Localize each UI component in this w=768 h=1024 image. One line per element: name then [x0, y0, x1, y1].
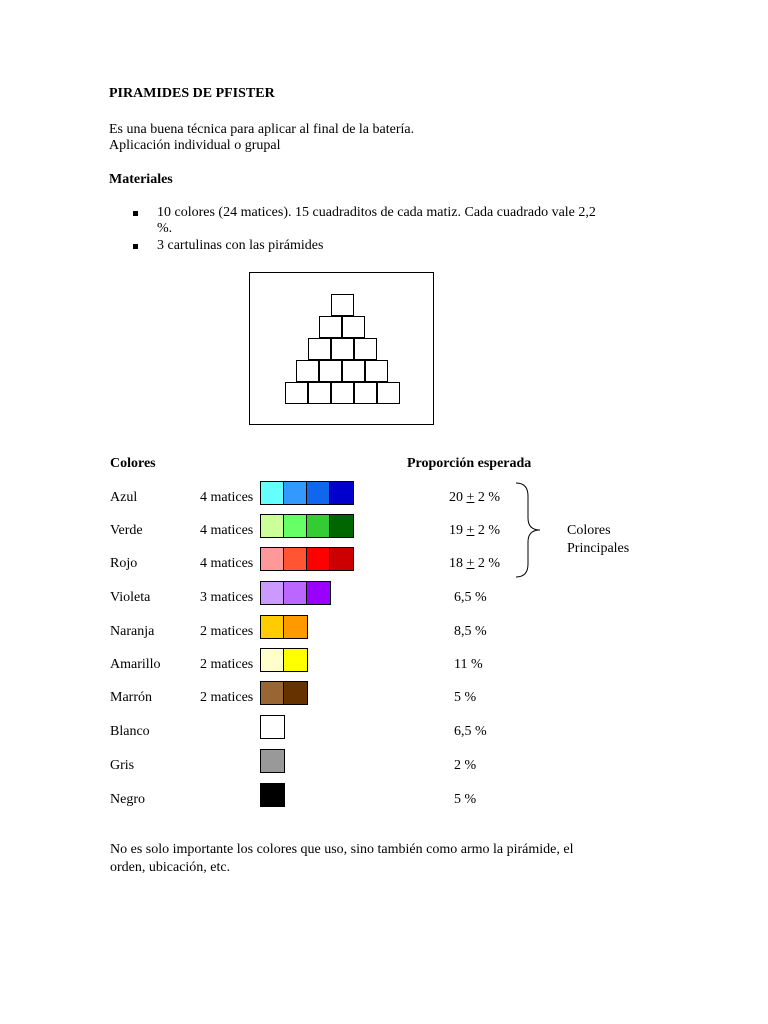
color-swatch: [284, 616, 307, 638]
color-swatch: [307, 548, 330, 570]
pyramid-cell: [342, 316, 365, 338]
pyramid-cell: [342, 360, 365, 382]
materials-heading: Materiales: [109, 172, 173, 187]
colors-header: Colores: [110, 456, 156, 471]
brace-label-line-1: Colores: [567, 523, 611, 538]
pyramid-cell: [331, 382, 354, 404]
color-swatch: [284, 548, 307, 570]
color-swatch-group: [260, 481, 354, 505]
color-swatch-group: [260, 615, 308, 639]
bullet-icon: [133, 244, 138, 249]
matices-count: 2 matices: [200, 657, 254, 672]
expected-proportion: 8,5 %: [454, 624, 487, 639]
matices-count: 3 matices: [200, 590, 254, 605]
color-name: Negro: [110, 792, 145, 807]
color-swatch: [284, 482, 307, 504]
color-name: Violeta: [110, 590, 151, 605]
brace-label-line-2: Principales: [567, 541, 630, 556]
expected-proportion: 18 + 2 %: [449, 556, 501, 571]
matices-count: 4 matices: [200, 490, 254, 505]
color-swatch: [261, 616, 284, 638]
color-swatch: [261, 548, 284, 570]
pyramid-cell: [331, 294, 354, 316]
color-name: Verde: [110, 523, 143, 538]
pyramid-cell: [308, 338, 331, 360]
color-swatch: [330, 482, 353, 504]
expected-proportion: 20 + 2 %: [449, 490, 501, 505]
color-swatch-group: [260, 715, 285, 739]
material-item-1-cont: %.: [157, 221, 173, 236]
matices-count: 2 matices: [200, 624, 254, 639]
expected-proportion: 5 %: [454, 690, 477, 705]
pyramid-cell: [354, 338, 377, 360]
color-swatch-group: [260, 681, 308, 705]
expected-proportion: 6,5 %: [454, 590, 487, 605]
footer-line-2: orden, ubicación, etc.: [110, 860, 231, 875]
color-swatch: [284, 682, 307, 704]
color-swatch: [261, 784, 284, 806]
color-swatch: [284, 582, 307, 604]
page-title: PIRAMIDES DE PFISTER: [109, 86, 275, 101]
pyramid-cell: [308, 382, 331, 404]
color-swatch: [261, 482, 284, 504]
color-swatch: [261, 682, 284, 704]
color-name: Azul: [110, 490, 138, 505]
pyramid-cell: [296, 360, 319, 382]
pyramid-cell: [331, 338, 354, 360]
bullet-icon: [133, 211, 138, 216]
material-item-1: 10 colores (24 matices). 15 cuadraditos de cada matiz. Cada cuadrado vale 2,2: [157, 205, 596, 220]
footer-line-1: No es solo importante los colores que uso, sino también como armo la pirámide, el: [110, 842, 574, 857]
pyramid-cell: [319, 316, 342, 338]
expected-proportion: 6,5 %: [454, 724, 487, 739]
color-swatch-group: [260, 547, 354, 571]
proportion-header: Proporción esperada: [407, 456, 532, 471]
intro-line-2: Aplicación individual o grupal: [109, 138, 281, 153]
color-name: Marrón: [110, 690, 152, 705]
matices-count: 4 matices: [200, 556, 254, 571]
brace-icon: [512, 480, 544, 580]
color-name: Naranja: [110, 624, 155, 639]
pyramid-cell: [319, 360, 342, 382]
color-swatch: [261, 750, 284, 772]
pyramid-cell: [285, 382, 308, 404]
material-item-2: 3 cartulinas con las pirámides: [157, 238, 324, 253]
color-swatch: [307, 482, 330, 504]
color-swatch: [330, 548, 353, 570]
expected-proportion: 5 %: [454, 792, 477, 807]
matices-count: 4 matices: [200, 523, 254, 538]
pyramid-cell: [354, 382, 377, 404]
expected-proportion: 11 %: [454, 657, 483, 672]
intro-line-1: Es una buena técnica para aplicar al final de la batería.: [109, 122, 415, 137]
pyramid-cell: [377, 382, 400, 404]
color-swatch-group: [260, 648, 308, 672]
color-swatch: [330, 515, 353, 537]
expected-proportion: 2 %: [454, 758, 477, 773]
color-swatch: [261, 582, 284, 604]
color-swatch: [261, 716, 284, 738]
color-swatch-group: [260, 749, 285, 773]
color-swatch-group: [260, 514, 354, 538]
color-swatch: [284, 515, 307, 537]
matices-count: 2 matices: [200, 690, 254, 705]
color-name: Amarillo: [110, 657, 161, 672]
color-swatch: [307, 582, 330, 604]
color-swatch: [307, 515, 330, 537]
color-swatch: [261, 515, 284, 537]
color-swatch: [284, 649, 307, 671]
color-name: Blanco: [110, 724, 150, 739]
color-swatch-group: [260, 783, 285, 807]
color-swatch-group: [260, 581, 331, 605]
pyramid-cell: [365, 360, 388, 382]
color-name: Rojo: [110, 556, 138, 571]
color-swatch: [261, 649, 284, 671]
color-name: Gris: [110, 758, 135, 773]
expected-proportion: 19 + 2 %: [449, 523, 501, 538]
